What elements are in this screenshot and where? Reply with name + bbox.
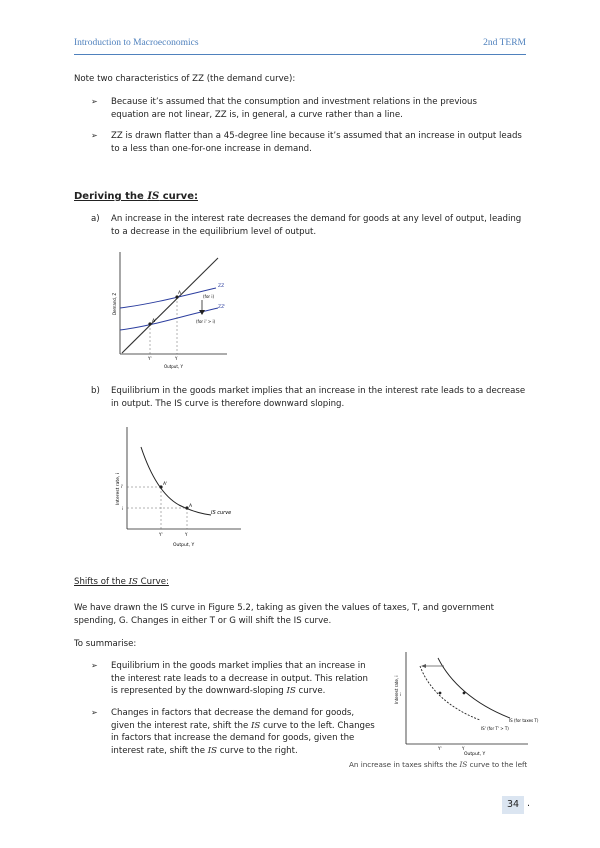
fig1-tick-y-prime: Y' [148, 356, 152, 361]
section-heading: Deriving the IS curve: [74, 191, 198, 202]
item-a-text: An increase in the interest rate decreases the demand for goods at any level of output, leading to a decrease in the equilibrium level of output. [111, 214, 522, 237]
fig2-curve-label: IS curve [211, 510, 232, 516]
fig2-tick-i-prime: i' [121, 484, 124, 489]
fig3-point-2 [463, 692, 466, 695]
fig3-tick-i: i [400, 692, 402, 697]
fig3-is-prime-curve [420, 666, 480, 720]
fig3-tick-y: Y [462, 746, 465, 751]
fig1-x-label: Output, Y [164, 364, 183, 369]
bullet-marker: ➢ [91, 708, 98, 717]
fig3-is-curve [438, 658, 510, 718]
zz-bullet-1-text: Because it’s assumed that the consumption and investment relations in the previous equation are not linear, ZZ is, in general, a curve rather than a line. [111, 97, 477, 120]
fig2-tick-i: i [122, 506, 124, 511]
zz-bullet-2-text: ZZ is drawn flatter than a 45-degree line because it’s assumed that an increase in output leads to a less than one-for-one increase in demand. [111, 131, 522, 154]
page-number: 34 [502, 796, 524, 814]
header-term: 2nd TERM [483, 38, 526, 48]
item-b-marker: b) [91, 386, 100, 396]
fig1-y-label: Demand, Z [112, 292, 117, 315]
fig3-caption: An increase in taxes shifts the IS curve to the left [349, 760, 528, 769]
fig2-x-label: Output, Y [173, 543, 195, 548]
fig1-label-a-prime: A' [152, 319, 157, 324]
summarise-text: To summarise: [74, 639, 137, 649]
fig2-is-curve [141, 447, 211, 515]
figure-demand-zz [112, 250, 232, 370]
fig3-label-is: IS (for taxes T) [509, 718, 539, 723]
fig1-label-a: A [178, 291, 182, 296]
fig3-tick-y-prime: Y' [438, 746, 442, 751]
shifts-heading: Shifts of the IS Curve: [74, 577, 169, 587]
fig2-y-label: Interest rate, i [116, 472, 121, 505]
fig2-tick-y-prime: Y' [159, 532, 163, 537]
summary-bullet-2-text: Changes in factors that decrease the demand for goods, given the interest rate, shift the IS curve to the left. Changes in factors that increase the demand for goods, given the interest rate, shift the IS curve to the right. [111, 708, 375, 756]
bullet-marker: ➢ [91, 97, 98, 106]
bullet-marker: ➢ [91, 131, 98, 140]
fig1-label-zz: ZZ [218, 284, 225, 289]
fig3-x-label: Output, Y [464, 752, 486, 757]
fig3-label-is-prime: IS' (for T' > T) [481, 726, 509, 731]
fig3-shift-arrowhead [421, 664, 426, 668]
intro-text: Note two characteristics of ZZ (the demand curve): [74, 74, 296, 84]
fig1-tick-y: Y [175, 356, 178, 361]
header-title: Introduction to Macroeconomics [74, 38, 199, 48]
fig1-label-for-i: (for i) [203, 294, 215, 299]
figure-is-curve [113, 425, 248, 553]
page-header [74, 38, 526, 55]
shifts-paragraph: We have drawn the IS curve in Figure 5.2, taking as given the values of taxes, T, and government spending, G. Changes in either T or G will shift the IS curve. [74, 603, 495, 626]
fig1-label-for-i-prime: (for i' > i) [196, 319, 216, 324]
bullet-marker: ➢ [91, 661, 98, 670]
fig2-label-a: A [189, 504, 193, 509]
fig3-point-1 [439, 692, 442, 695]
page-number-dot: . [527, 798, 531, 809]
fig2-tick-y: Y [185, 532, 188, 537]
figure-is-shift [388, 652, 539, 760]
fig2-label-a-prime: A' [163, 482, 168, 487]
item-a-marker: a) [91, 214, 100, 224]
fig3-y-label: Interest rate, i [394, 675, 399, 704]
item-b-text: Equilibrium in the goods market implies that an increase in the interest rate leads to a decrease in output. The IS curve is therefore downward sloping. [111, 386, 526, 409]
fig1-label-zz-prime: ZZ' [218, 305, 226, 310]
summary-bullet-1-text: Equilibrium in the goods market implies that an increase in the interest rate leads to a decrease in output. This relation is represented by the downward-sloping IS curve. [111, 661, 368, 696]
